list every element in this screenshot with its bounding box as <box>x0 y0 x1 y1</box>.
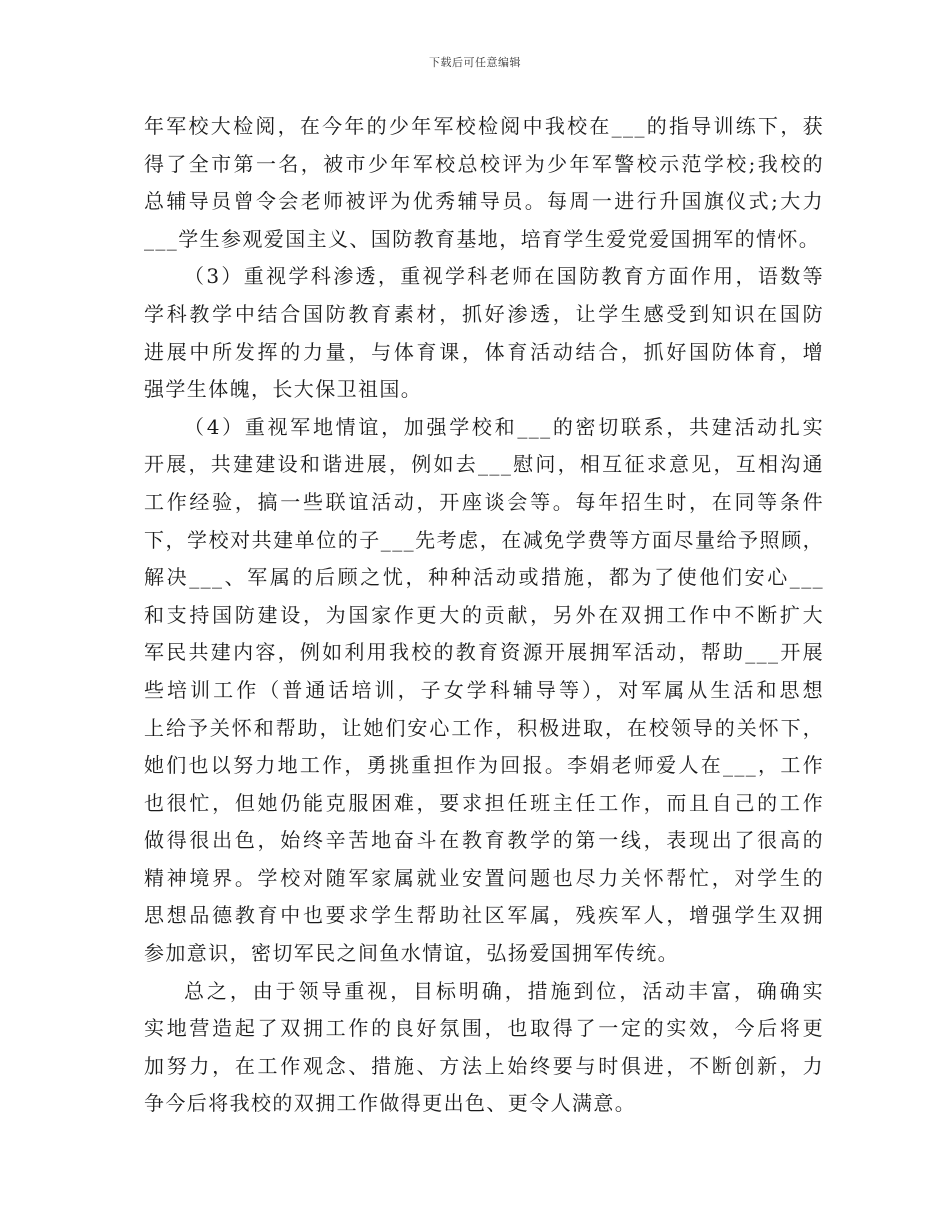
text-line: 学科教学中结合国防教育素材，抓好渗透，让学生感受到知识在国防 <box>144 301 824 326</box>
text-line: 思想品德教育中也要求学生帮助社区军属，残疾军人，增强学生双拥 <box>144 903 824 928</box>
text-line: 和支持国防建设，为国家作更大的贡献，另外在双拥工作中不断扩大 <box>144 602 824 627</box>
text-line: ___学生参观爱国主义、国防教育基地，培育学生爱党爱国拥军的情怀。 <box>144 226 821 251</box>
text-line: 争今后将我校的双拥工作做得更出色、更令人满意。 <box>144 1091 637 1116</box>
text-line: 下，学校对共建单位的子___先考虑，在减免学费等方面尽量给予照顾， <box>144 527 824 552</box>
text-line: 她们也以努力地工作，勇挑重担作为回报。李娟老师爱人在___，工作 <box>144 753 824 778</box>
text-line: （3）重视学科渗透，重视学科老师在国防教育方面作用，语数等 <box>184 264 824 289</box>
text-line: 开展，共建建设和谐进展，例如去___慰问，相互征求意见，互相沟通 <box>144 452 824 477</box>
text-line: 总之，由于领导重视，目标明确，措施到位，活动丰富，确确实 <box>184 978 824 1003</box>
text-line: 做得很出色，始终辛苦地奋斗在教育教学的第一线，表现出了很高的 <box>144 828 824 853</box>
text-line: 解决___、军属的后顾之忧，种种活动或措施，都为了使他们安心___ <box>144 565 824 590</box>
text-line: 加努力，在工作观念、措施、方法上始终要与时俱进，不断创新，力 <box>144 1053 824 1078</box>
text-line: 参加意识，密切军民之间鱼水情谊，弘扬爱国拥军传统。 <box>144 941 679 966</box>
text-line: 进展中所发挥的力量，与体育课，体育活动结合，抓好国防体育，增 <box>144 339 824 364</box>
text-line: 工作经验，搞一些联谊活动，开座谈会等。每年招生时，在同等条件 <box>144 489 824 514</box>
text-line: 总辅导员曾令会老师被评为优秀辅导员。每周一进行升国旗仪式;大力 <box>144 189 824 214</box>
document-body <box>144 108 824 1123</box>
text-line: 些培训工作（普通话培训，子女学科辅导等），对军属从生活和思想 <box>144 677 824 702</box>
text-line: 得了全市第一名，被市少年军校总校评为少年军警校示范学校;我校的 <box>144 151 824 176</box>
text-line: （4）重视军地情谊，加强学校和___的密切联系，共建活动扎实 <box>184 414 824 439</box>
text-line: 上给予关怀和帮助，让她们安心工作，积极进取，在校领导的关怀下， <box>144 715 824 740</box>
text-line: 年军校大检阅，在今年的少年军校检阅中我校在___的指导训练下，获 <box>144 114 824 138</box>
text-line: 也很忙，但她仍能克服困难，要求担任班主任工作，而且自己的工作 <box>144 790 824 815</box>
text-line: 实地营造起了双拥工作的良好氛围，也取得了一定的实效，今后将更 <box>144 1016 824 1041</box>
text-line: 军民共建内容，例如利用我校的教育资源开展拥军活动，帮助___开展 <box>144 640 824 665</box>
text-line: 强学生体魄，长大保卫祖国。 <box>144 377 423 402</box>
page-header: 下载后可任意编辑 <box>429 56 521 69</box>
text-line: 精神境界。学校对随军家属就业安置问题也尽力关怀帮忙，对学生的 <box>144 865 824 890</box>
